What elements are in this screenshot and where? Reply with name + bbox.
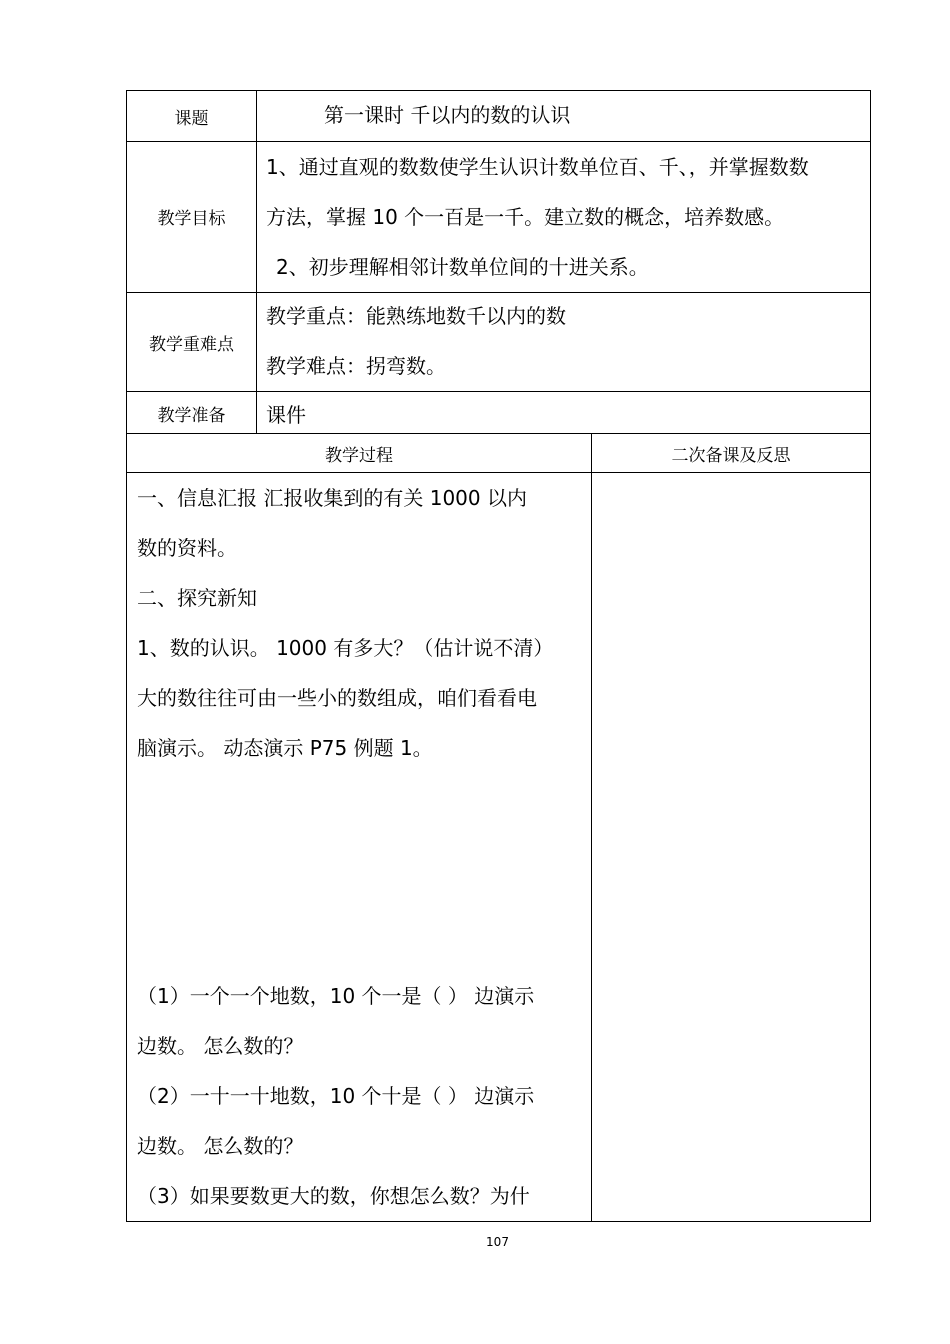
- process-line: 一、信息汇报 汇报收集到的有关 1000 以内: [137, 486, 527, 510]
- reflection-header: 二次备课及反思: [671, 446, 791, 466]
- row-divider: [126, 141, 871, 142]
- reflection-column-divider: [591, 433, 592, 1222]
- objectives-label: 教学目标: [157, 209, 226, 229]
- preparation-label: 教学准备: [157, 406, 226, 426]
- topic-label: 课题: [174, 109, 209, 129]
- process-line: 1、数的认识。 1000 有多大？（估计说不清）: [137, 636, 554, 660]
- preparation-value: 课件: [266, 403, 306, 427]
- objectives-line: 1、通过直观的数数使学生认识计数单位百、千、，并掌握数数: [266, 155, 809, 179]
- keypoints-line: 教学重点：能熟练地数千以内的数: [266, 304, 566, 328]
- process-line: （3）如果要数更大的数，你想怎么数？为什: [137, 1184, 530, 1208]
- process-line: 边数。 怎么数的？: [137, 1034, 304, 1058]
- keypoints-label: 教学重难点: [149, 335, 234, 355]
- page-number: 107: [486, 1235, 509, 1249]
- objectives-line: 2、初步理解相邻计数单位间的十进关系。: [276, 255, 649, 279]
- row-divider: [126, 433, 871, 434]
- process-line: 数的资料。: [137, 536, 237, 560]
- row-divider: [126, 292, 871, 293]
- process-line: （1）一个一个地数，10 个一是（ ） 边演示: [137, 984, 535, 1008]
- process-line: 边数。 怎么数的？: [137, 1134, 304, 1158]
- keypoints-line: 教学难点：拐弯数。: [266, 354, 446, 378]
- topic-value: 第一课时 千以内的数的认识: [324, 103, 571, 127]
- process-line: 大的数往往可由一些小的数组成，咱们看看电: [137, 686, 537, 710]
- row-divider: [126, 472, 871, 473]
- label-column-divider: [256, 90, 257, 433]
- row-divider: [126, 391, 871, 392]
- process-line: 二、探究新知: [137, 586, 257, 610]
- objectives-line: 方法，掌握 10 个一百是一千。建立数的概念，培养数感。: [266, 205, 785, 229]
- process-line: （2）一十一十地数，10 个十是（ ） 边演示: [137, 1084, 535, 1108]
- process-header: 教学过程: [325, 446, 393, 466]
- process-line: 脑演示。 动态演示 P75 例题 1。: [137, 736, 433, 760]
